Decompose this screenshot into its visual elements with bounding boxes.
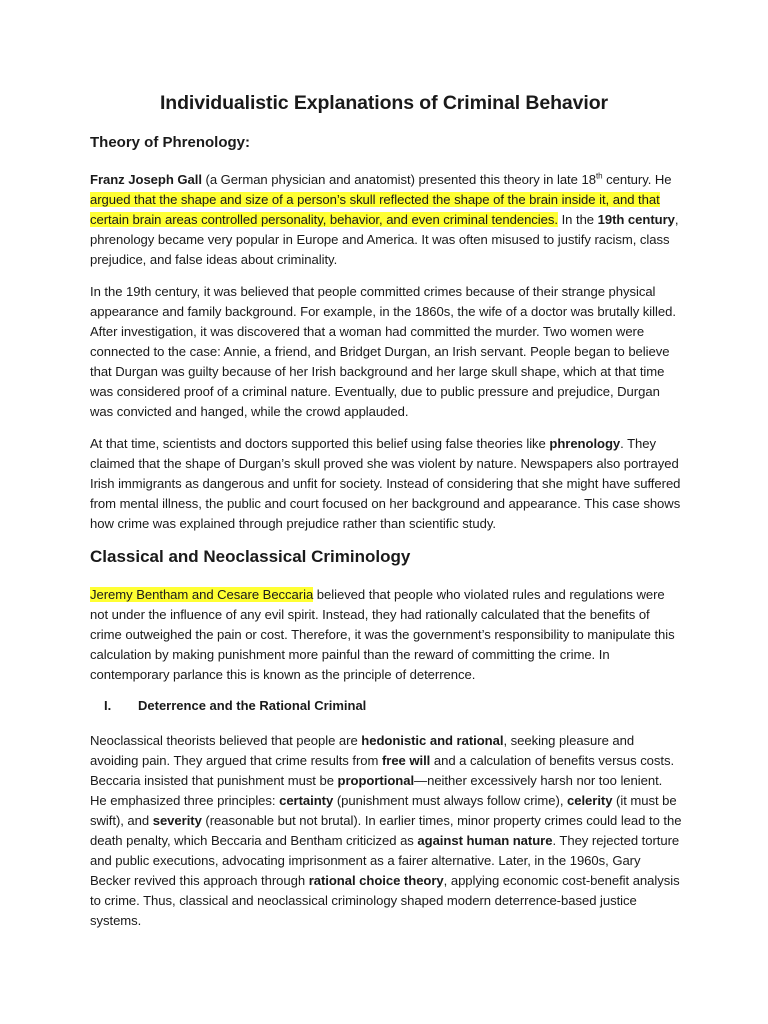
text-span: In the xyxy=(557,212,598,227)
paragraph-text: In the 19th century, it was believed that people committed crimes because of their strange physical appearance and family background. For example, in the 1860s, the wife of a doctor was brutally killed. After investigation, it was discovered that a woman had committed the murder. Two women were connected to the case: Annie, a friend, and Bridget Durgan, an Irish servant. People began to believe that Durgan was guilty because of her Irish background and her large skull shape, which at that time was considered proof of a criminal nature. Eventually, due to public pressure and prejudice, Durgan was convicted and hanged, while the crowd applauded. xyxy=(90,284,676,419)
text-span: At that time, scientists and doctors supported this belief using false theories like xyxy=(90,436,550,451)
bold-term: severity xyxy=(152,813,202,828)
bold-term: free will xyxy=(381,753,431,768)
paragraph-durgan-case xyxy=(90,282,682,422)
text-span: (reasonable but not brutal). In earlier times, minor property crimes could lead to the death penalty, which Beccaria and Bentham criticized as xyxy=(90,813,682,848)
document-title: Individualistic Explanations of Criminal Behavior xyxy=(159,92,609,114)
text-span: —neither excessively harsh nor too lenient. He emphasized three principles: xyxy=(90,773,663,808)
paragraph-false-theories xyxy=(90,434,682,534)
bold-19th-century: 19th century xyxy=(597,212,675,227)
heading-classical-criminology: Classical and Neoclassical Criminology xyxy=(90,547,411,566)
highlight-skull-theory: argued that the shape and size of a person’s skull reflected the shape of the brain inside it, and that certain brain areas controlled personality, behavior, and even criminal tendencies. xyxy=(90,192,660,227)
paragraph-neoclassical xyxy=(90,731,682,931)
bold-term: celerity xyxy=(567,793,613,808)
list-number: I. xyxy=(104,698,112,713)
paragraph-bentham-beccaria xyxy=(90,585,682,685)
heading-phrenology: Theory of Phrenology: xyxy=(90,134,251,151)
text-span: . They claimed that the shape of Durgan’s skull proved she was violent by nature. Newspapers also portrayed Irish immigrants as dangerous and unfit for society. Instead of considering that she might have suffered from mental illness, the public and court focused on her background and appearance. This case shows how crime was explained through prejudice rather than scientific study. xyxy=(90,436,681,531)
text-span: Neoclassical theorists believed that people are xyxy=(90,733,362,748)
superscript: th xyxy=(595,171,603,181)
highlight-bentham-beccaria: Jeremy Bentham and Cesare Beccaria xyxy=(90,587,314,602)
text-span: century. He xyxy=(602,172,672,187)
text-span: believed that people who violated rules and regulations were not under the influence of any evil spirit. Instead, they had rationally calculated that the benefits of crime outweighed the pain or cost. Therefore, it was the government’s responsibility to manipulate this calculation by making punishment more painful than the reward of committing the crime. In contemporary parlance this is known as the principle of deterrence. xyxy=(90,587,675,682)
text-span: . They rejected torture and public executions, advocating imprisonment as a fairer alternative. Later, in the 1960s, Gary Becker revived this approach through xyxy=(90,833,680,888)
bold-term: certainty xyxy=(279,793,334,808)
text-span: (it must be swift), and xyxy=(90,793,677,828)
bold-term: hedonistic and rational xyxy=(361,733,504,748)
text-span: and a calculation of benefits versus costs. Beccaria insisted that punishment must be xyxy=(90,753,675,788)
subheading-label: Deterrence and the Rational Criminal xyxy=(138,698,367,713)
bold-gall: Franz Joseph Gall xyxy=(90,172,202,187)
bold-term: against human nature xyxy=(417,833,553,848)
text-span: , applying economic cost-benefit analysis to crime. Thus, classical and neoclassical criminology shaped modern deterrence-based justice systems. xyxy=(90,873,680,928)
bold-phrenology: phrenology xyxy=(549,436,621,451)
text-span: , phrenology became very popular in Europe and America. It was often misused to justify racism, class prejudice, and false ideas about criminality. xyxy=(90,212,679,267)
text-span: (punishment must always follow crime), xyxy=(333,793,567,808)
paragraph-gall xyxy=(90,170,682,270)
subheading-deterrence xyxy=(104,698,366,713)
bold-term: rational choice theory xyxy=(308,873,444,888)
bold-term: proportional xyxy=(337,773,415,788)
text-span: (a German physician and anatomist) presented this theory in late 18 xyxy=(201,172,596,187)
text-span: , seeking pleasure and avoiding pain. They argued that crime results from xyxy=(90,733,635,768)
